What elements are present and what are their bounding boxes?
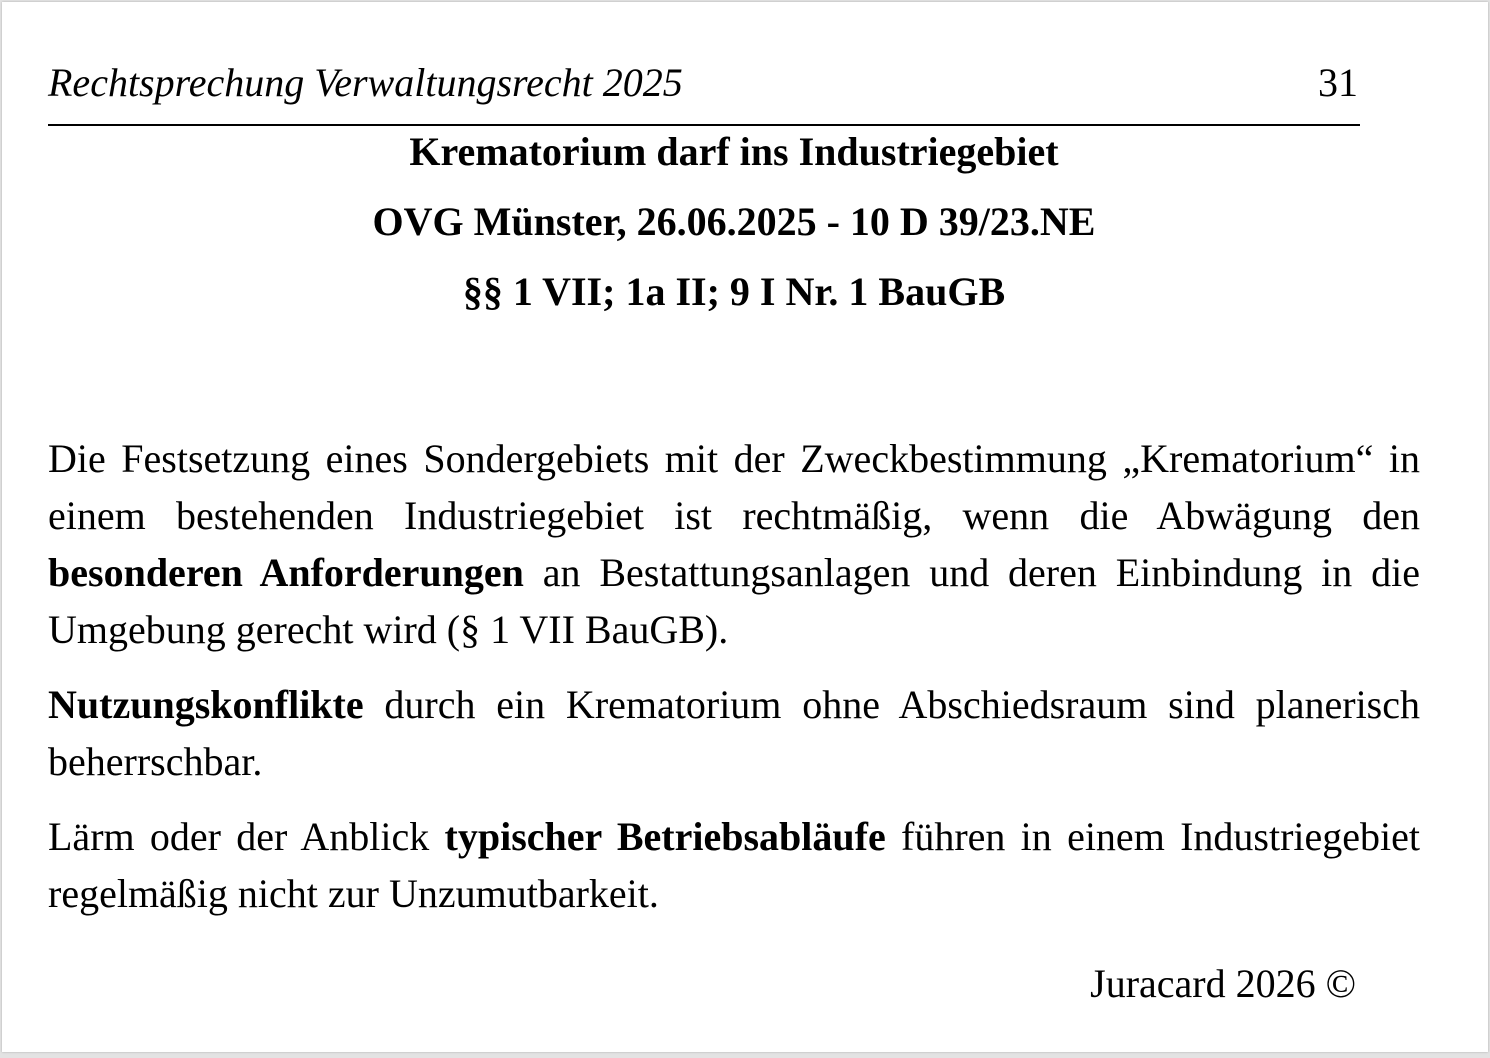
running-header (48, 58, 1360, 126)
paragraph-2 (48, 676, 1420, 790)
case-title: Krematorium darf ins Industriegebiet (409, 129, 1059, 174)
paragraph-1-text-after: an Bestattungsanlagen und deren Einbindung in die Umgebung gerecht wird (§ 1 VII BauGB). (48, 550, 1420, 652)
paragraph-3-text-after: führen in einem Industriegebiet regelmäßig nicht zur Unzumutbarkeit. (48, 814, 1421, 916)
paragraph-2-text-after: durch ein Krematorium ohne Abschiedsraum sind planerisch beherrschbar. (48, 682, 1420, 784)
paragraph-2-bold: Nutzungskonflikte (48, 682, 364, 727)
paragraph-1 (48, 430, 1420, 658)
legal-norms: §§ 1 VII; 1a II; 9 I Nr. 1 BauGB (462, 269, 1006, 314)
paragraph-1-text-before: Die Festsetzung eines Sondergebiets mit der Zweckbestimmung „Krematorium“ in einem bestehenden Industriegebiet ist rechtmäßig, wenn die Abwägung den (48, 436, 1420, 538)
document-page (2, 2, 1488, 1052)
copyright-footer: Juracard 2026 © (1090, 961, 1356, 1006)
paragraph-3-text-before: Lärm oder der Anblick (48, 814, 445, 859)
paragraph-3 (48, 808, 1420, 922)
paragraph-3-bold: typischer Betriebsabläufe (444, 814, 886, 859)
paragraph-1-bold: besonderen Anforderungen (48, 550, 524, 595)
header-title: Rechtsprechung Verwaltungsrecht 2025 (48, 60, 683, 105)
court-citation: OVG Münster, 26.06.2025 - 10 D 39/23.NE (372, 199, 1096, 244)
page-number: 31 (1318, 60, 1358, 105)
